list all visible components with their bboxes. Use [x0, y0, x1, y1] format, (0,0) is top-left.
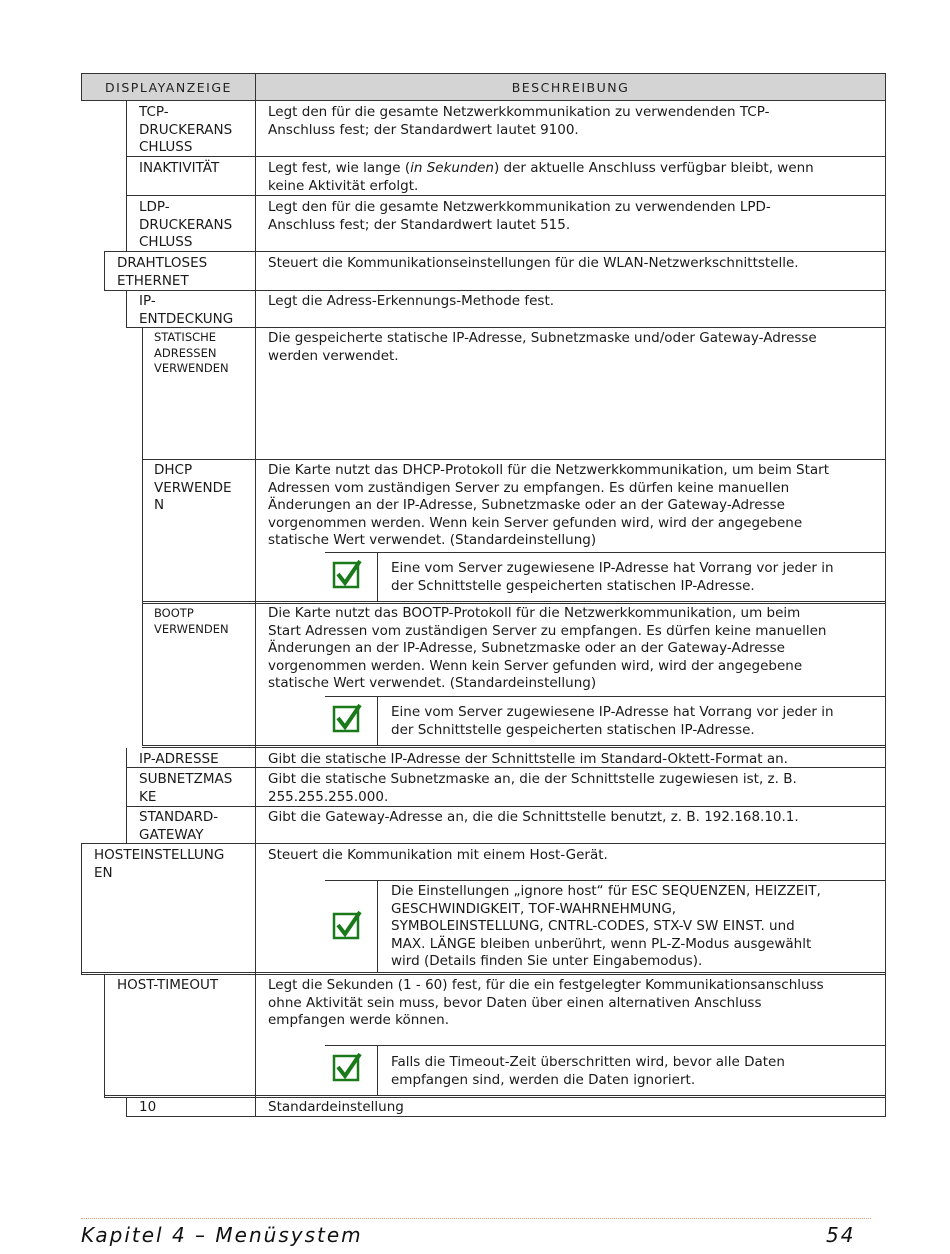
desc-ip-entdeckung: Legt die Adress-Erkennungs-Methode fest.	[268, 293, 555, 309]
indent-line	[104, 251, 105, 291]
row-rule	[81, 972, 886, 975]
row-rule	[142, 459, 886, 460]
checkmark-icon	[332, 1052, 362, 1082]
indent-line	[126, 1097, 127, 1117]
desc-ldp-druckeranschluss: Legt den für die gesamte Netzwerkkommunikation zu verwendenden LPD- Anschluss fest; der Standardwert lautet 515.	[268, 199, 771, 233]
label-dhcp-verwenden: DHCP VERWENDE N	[154, 462, 232, 513]
label-statische-adressen: STATISCHE ADRESSEN VERWENDEN	[154, 330, 229, 375]
checkmark-icon	[332, 703, 362, 733]
row-rule	[126, 327, 886, 328]
label-subnetzmaske: SUBNETZMAS KE	[139, 771, 233, 805]
indent-line	[104, 974, 105, 1097]
label-ldp-druckeranschluss: LDP- DRUCKERANS CHLUSS	[139, 199, 233, 250]
label-ip-entdeckung: IP- ENTDECKUNG	[139, 293, 234, 327]
desc-subnetzmaske: Gibt die statische Subnetzmaske an, die der Schnittstelle zugewiesen ist, z. B. 255.255.255.000.	[268, 771, 797, 805]
label-ip-adresse: IP-ADRESSE	[139, 751, 219, 767]
desc-statische-adressen: Die gespeicherte statische IP-Adresse, Subnetzmaske und/oder Gateway-Adresse werden verwendet.	[268, 330, 817, 364]
label-standard-gateway: STANDARD- GATEWAY	[139, 809, 219, 843]
desc-dhcp-verwenden: Die Karte nutzt das DHCP-Protokoll für die Netzwerkkommunikation, um beim Start Adressen vom zuständigen Server zu empfangen. Es dürfen keine manuellen Änderungen an der IP-Adresse, Subnetzmaske oder an der Gateway-Adresse vorgenommen werden. Wenn kein Server gefunden wird, wird der angegebene statische Wert verwendet. (Standardeinstellung)	[268, 462, 830, 548]
footer-page-number: 54	[826, 1223, 856, 1247]
row-rule	[126, 156, 886, 157]
desc-ip-adresse: Gibt die statische IP-Adresse der Schnittstelle im Standard-Oktett-Format an.	[268, 751, 788, 767]
label-10: 10	[139, 1099, 157, 1115]
note-bootp: Eine vom Server zugewiesene IP-Adresse hat Vorrang vor jeder in der Schnittstelle gespeicherten statischen IP-Adresse.	[391, 704, 834, 738]
row-rule	[126, 195, 886, 196]
note-hosteinstellungen: Die Einstellungen „ignore host“ für ESC SEQUENZEN, HEIZZEIT, GESCHWINDIGKEIT, TOF-WAHRNEHMUNG, SYMBOLEINSTELLUNG, CNTRL-CODES, STX-V SW EINST. und MAX. LÄNGE bleiben unberührt, wenn PL-Z-Modus ausgewählt wird (Details finden Sie unter Eingabemodus).	[391, 883, 821, 969]
label-host-timeout: HOST-TIMEOUT	[117, 977, 219, 993]
note-divider	[377, 552, 378, 602]
desc-bootp-verwenden: Die Karte nutzt das BOOTP-Protokoll für die Netzwerkkommunikation, um beim Start Adressen vom zuständigen Server zu empfangen. Es dürfen keine manuellen Änderungen an der IP-Adresse, Subnetzmaske oder an der Gateway-Adresse vorgenommen werden. Wenn kein Server gefunden wird, wird der angegebene statische Wert verwendet. (Standardeinstellung)	[268, 605, 827, 691]
header-displayanzeige: DISPLAYANZEIGE	[81, 73, 256, 101]
indent-line	[126, 101, 127, 251]
note-rule	[325, 696, 886, 697]
note-divider	[377, 880, 378, 973]
label-drahtloses-ethernet: DRAHTLOSES ETHERNET	[117, 255, 208, 289]
row-rule	[126, 1116, 886, 1117]
row-rule	[126, 806, 886, 807]
right-border	[885, 101, 886, 1117]
indent-line	[126, 748, 127, 843]
label-bootp-verwenden: BOOTP VERWENDEN	[154, 606, 229, 636]
note-host-timeout: Falls die Timeout-Zeit überschritten wird, bevor alle Daten empfangen sind, werden die Daten ignoriert.	[391, 1054, 785, 1088]
checkmark-icon	[332, 910, 362, 940]
row-rule	[142, 601, 886, 604]
indent-line	[81, 843, 82, 974]
label-inaktivitaet: INAKTIVITÄT	[139, 160, 220, 176]
indent-line	[142, 328, 143, 745]
column-divider	[255, 101, 256, 1117]
desc-inaktivitaet: Legt fest, wie lange (in Sekunden) der aktuelle Anschluss verfügbar bleibt, wenn keine Aktivität erfolgt.	[268, 160, 814, 194]
row-rule	[142, 745, 886, 748]
note-rule	[325, 1045, 886, 1046]
row-rule	[104, 290, 886, 291]
desc-host-timeout: Legt die Sekunden (1 - 60) fest, für die ein festgelegter Kommunikationsanschluss ohne Aktivität sein muss, bevor Daten über einen alternativen Anschluss empfangen werde können.	[268, 977, 824, 1028]
desc-drahtloses-ethernet: Steuert die Kommunikationseinstellungen für die WLAN-Netzwerkschnittstelle.	[268, 255, 799, 271]
desc-10: Standardeinstellung	[268, 1099, 404, 1115]
footer-divider	[81, 1218, 871, 1219]
row-rule	[104, 1095, 886, 1098]
label-hosteinstellungen: HOSTEINSTELLUNG EN	[94, 847, 225, 881]
note-divider	[377, 696, 378, 746]
desc-standard-gateway: Gibt die Gateway-Adresse an, die die Schnittstelle benutzt, z. B. 192.168.10.1.	[268, 809, 799, 825]
desc-tcp-druckeranschluss: Legt den für die gesamte Netzwerkkommunikation zu verwendenden TCP- Anschluss fest; der Standardwert lautet 9100.	[268, 104, 770, 138]
note-dhcp: Eine vom Server zugewiesene IP-Adresse hat Vorrang vor jeder in der Schnittstelle gespeicherten statischen IP-Adresse.	[391, 560, 834, 594]
note-rule	[325, 880, 886, 881]
checkmark-icon	[332, 559, 362, 589]
label-tcp-druckeranschluss: TCP- DRUCKERANS CHLUSS	[139, 104, 233, 155]
desc-hosteinstellungen: Steuert die Kommunikation mit einem Host-Gerät.	[268, 847, 608, 863]
footer-chapter: Kapitel 4 – Menüsystem	[81, 1223, 363, 1247]
indent-line	[126, 291, 127, 328]
note-rule	[325, 552, 886, 553]
header-beschreibung: BESCHREIBUNG	[255, 73, 886, 101]
note-divider	[377, 1045, 378, 1096]
